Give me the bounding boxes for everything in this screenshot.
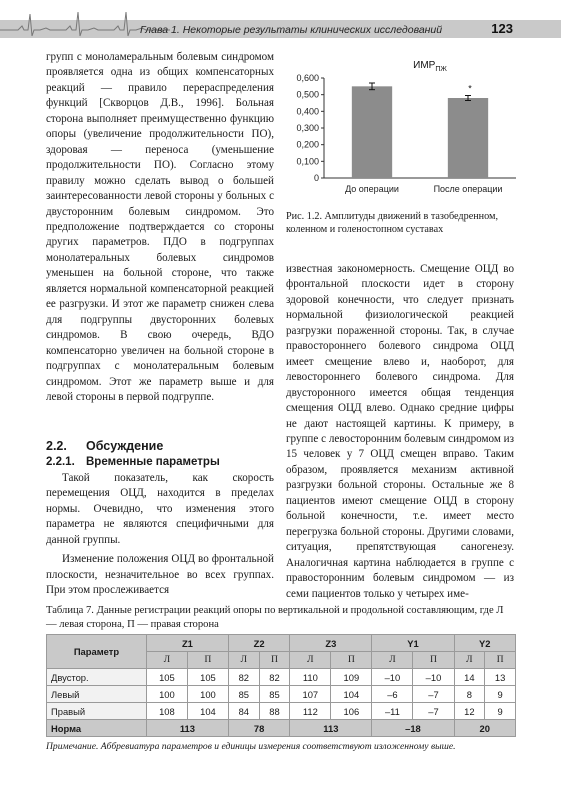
- subheader-cell: Л: [228, 652, 259, 669]
- table-note: [46, 741, 516, 752]
- subsection-title: Временные параметры: [86, 456, 220, 468]
- norm-cell: 20: [454, 720, 516, 737]
- ecg-decoration-icon: [0, 0, 170, 44]
- table-cell: 14: [454, 669, 485, 686]
- subheader-cell: П: [485, 652, 516, 669]
- group-header-y2: Y2: [454, 635, 516, 652]
- chart-svg: [286, 56, 526, 206]
- table-row: [47, 669, 516, 686]
- y-tick-label: 0,600: [296, 73, 319, 83]
- right-column: [286, 262, 514, 602]
- table-row: [47, 686, 516, 703]
- subsection-heading: [46, 456, 274, 468]
- bar: [352, 86, 392, 178]
- significance-mark: *: [468, 83, 472, 94]
- section-paragraph-1: Такой показатель, как скорость перемещения ОЦД, находится в пределах нормы. Очевидно, что изменения этого параметра не являются специфичными для данной группы.: [46, 472, 274, 546]
- y-tick-label: 0,400: [296, 106, 319, 117]
- subheader-cell: Л: [372, 652, 413, 669]
- table-cell: 85: [228, 686, 259, 703]
- category-label: До операции: [345, 184, 399, 194]
- table-caption: Таблица 7. Данные регистрации реакций опоры по вертикальной и продольной составляющим, где Л — левая сторона, П — правая сторона: [46, 605, 504, 630]
- table-cell: 12: [454, 703, 485, 720]
- table-cell: –10: [372, 669, 413, 686]
- group-header-y1: Y1: [372, 635, 454, 652]
- chart-title-subscript: ПЖ: [435, 66, 447, 73]
- table-cell: 13: [485, 669, 516, 686]
- table-cell: 100: [187, 686, 228, 703]
- table-cell: 104: [331, 686, 372, 703]
- table-cell: –10: [413, 669, 454, 686]
- subheader-cell: П: [187, 652, 228, 669]
- figure-caption: Рис. 1.2. Амплитуды движений в тазобедренном, коленном и голеностопном суставах: [286, 211, 499, 236]
- subheader-cell: П: [331, 652, 372, 669]
- norm-cell: –18: [372, 720, 454, 737]
- page-number: 123: [491, 21, 513, 36]
- note-text: Аббревиатура параметров и единицы измерения соответствуют изложенному выше.: [98, 741, 456, 752]
- subheader-cell: П: [413, 652, 454, 669]
- table-cell: 100: [146, 686, 187, 703]
- y-tick-label: 0,100: [296, 156, 319, 167]
- table-cell: 104: [187, 703, 228, 720]
- row-label: Двустор.: [47, 669, 147, 686]
- table-cell: 112: [290, 703, 331, 720]
- section-heading: [46, 439, 274, 453]
- chapter-title: Глава 1. Некоторые результаты клинических исследований: [140, 24, 443, 36]
- right-paragraph: известная закономерность. Смещение ОЦД во фронтальной плоскости идет в сторону здоровой конечности, что следует признать нормальной физиологической реакцией разгрузки пораженной стороны. Так, в случае правостороннего болевого синдрома ОЦД имеет смещение влево и, наоборот, для левостороннего болевого синдрома. Для двусторонного имеется общая тенденция смещения ОЦД влево. Однако средние цифры не дают настоящей картины. К примеру, в группе с левосторонним болевым синдромом из 15 человек у 7 ОЦД смещен вправо. Таким образом, проявляется механизм активной разгрузки больной стороны. Остальные же 8 пациентов имеют смещение ОЦД в сторону больной конечности, т.е. имеет место перегрузка больной стороны. Другими словами, ситуация, препятствующая саногенезу. Аналогичная картина наблюдается в группе с правосторонним болевым синдромом — из семи пациентов только у четырех име-: [286, 263, 514, 600]
- subheader-cell: Л: [290, 652, 331, 669]
- discussion-section: [46, 439, 274, 599]
- left-column: [46, 50, 274, 405]
- note-label: Примечание.: [46, 741, 99, 752]
- group-header-z1: Z1: [146, 635, 228, 652]
- table-cell: 82: [259, 669, 290, 686]
- table-cell: 8: [454, 686, 485, 703]
- table-cell: 106: [331, 703, 372, 720]
- y-tick-label: 0: [313, 173, 319, 183]
- table-cell: 88: [259, 703, 290, 720]
- table-cell: –7: [413, 686, 454, 703]
- group-header-z2: Z2: [228, 635, 289, 652]
- subheader-cell: Л: [454, 652, 485, 669]
- data-table: [46, 634, 516, 737]
- subsection-number: 2.2.1.: [46, 456, 75, 468]
- bar-chart: [286, 56, 526, 206]
- category-label: После операции: [433, 184, 503, 194]
- table-cell: 110: [290, 669, 331, 686]
- subheader-cell: П: [259, 652, 290, 669]
- table-cell: 109: [331, 669, 372, 686]
- row-label: Правый: [47, 703, 147, 720]
- section-title: Обсуждение: [86, 439, 164, 453]
- section-number: 2.2.: [46, 439, 67, 453]
- norm-label: Норма: [47, 720, 147, 737]
- table-cell: 105: [187, 669, 228, 686]
- bar: [448, 98, 488, 178]
- table-cell: 108: [146, 703, 187, 720]
- left-paragraph: групп с моноламеральным болевым синдромом проявляется одна из общих компенсаторных реакций — правило перераспределения функций [Скворцов Д.В., 1996]. Больная сторона выполняет преимущественно функцию опоры (увеличение продолжительности ПО), здоровая — переноса (уменьшение продолжительности ПО). Согласно этому правилу можно сделать вывод о большей заинтересованности левой стороны у больных с двусторонним болевым синдромом. Это предположение подтверждается со стороны других параметров. ПДО в подгруппах монолатеральных болевых синдромов уменьшен на больной стороне, что также является нормальной компенсаторной реакцией ее разгрузки. И этот же параметр снижен слева для подгруппы двусторонних болевых синдромов. В свою очередь, ВДО компенсаторно увеличен на больной стороне в подгруппах с монолатеральным болевым синдромом. Этот же параметр выше и для левой стороны в первой подгруппе.: [46, 51, 274, 403]
- y-tick-label: 0,200: [296, 139, 319, 150]
- subheader-cell: Л: [146, 652, 187, 669]
- table-cell: 9: [485, 703, 516, 720]
- table-cell: 9: [485, 686, 516, 703]
- table-cell: 105: [146, 669, 187, 686]
- norm-cell: 78: [228, 720, 289, 737]
- y-tick-label: 0,500: [296, 89, 319, 100]
- table-row: [47, 703, 516, 720]
- table-cell: 82: [228, 669, 259, 686]
- table-cell: –7: [413, 703, 454, 720]
- norm-cell: 113: [146, 720, 228, 737]
- table-cell: –6: [372, 686, 413, 703]
- section-paragraph-2: Изменение положения ОЦД во фронтальной плоскости, незначительное во всех группах. При этом прослеживается: [46, 553, 274, 597]
- group-header-z3: Z3: [290, 635, 372, 652]
- norm-cell: 113: [290, 720, 372, 737]
- row-label: Левый: [47, 686, 147, 703]
- norm-row: [47, 720, 516, 737]
- table-cell: 107: [290, 686, 331, 703]
- table: [46, 634, 516, 737]
- param-header: Параметр: [47, 635, 147, 669]
- chart-title: $ИМР_{ПЖ}$: [413, 60, 447, 73]
- table-cell: 84: [228, 703, 259, 720]
- table-cell: 85: [259, 686, 290, 703]
- running-header: [0, 0, 561, 44]
- table-cell: –11: [372, 703, 413, 720]
- y-tick-label: 0,300: [296, 123, 319, 133]
- table-group-header-row: [47, 635, 516, 652]
